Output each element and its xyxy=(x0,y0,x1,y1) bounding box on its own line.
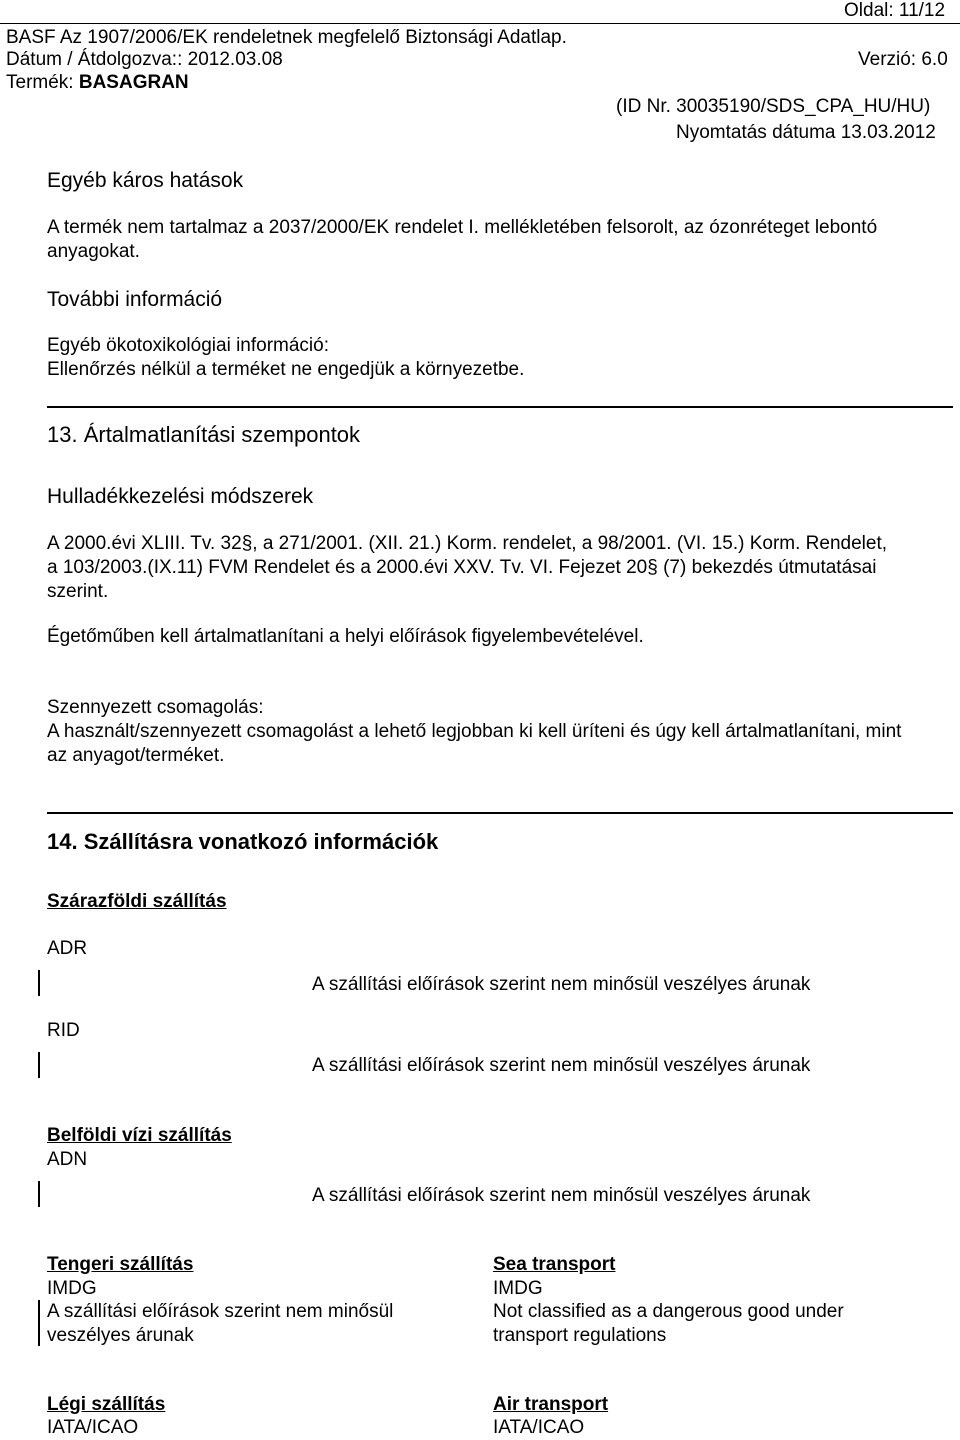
waste-methods-heading: Hulladékkezelési módszerek xyxy=(47,485,314,508)
imdg-hu-label: IMDG xyxy=(47,1278,97,1299)
law-text-line2: a 103/2003.(IX.11) FVM Rendelet és a 2000.évi XXV. Tv. VI. Fejezet 20§ (7) bekezdés útmutatásai xyxy=(47,557,877,578)
header-rule xyxy=(0,23,960,24)
change-bar xyxy=(38,1052,40,1078)
section-13-heading: 13. Ártalmatlanítási szempontok xyxy=(47,422,361,447)
product-name: BASAGRAN xyxy=(78,72,189,93)
air-transport-hu-heading: Légi szállítás xyxy=(47,1394,166,1415)
adn-text: A szállítási előírások szerint nem minősül veszélyes árunak xyxy=(312,1185,811,1206)
law-text-line3: szerint. xyxy=(47,581,109,602)
document-id: (ID Nr. 30035190/SDS_CPA_HU/HU) xyxy=(616,96,931,117)
document-title: BASF Az 1907/2006/EK rendeletnek megfelelő Biztonsági Adatlap. xyxy=(6,27,567,48)
sea-transport-en-heading: Sea transport xyxy=(493,1254,616,1275)
change-bar xyxy=(38,970,40,996)
ozone-text-line1: A termék nem tartalmaz a 2037/2000/EK rendelet I. mellékletében felsorolt, az ózonréteget lebontó xyxy=(47,217,878,238)
revision-date: Dátum / Átdolgozva:: 2012.03.08 xyxy=(6,49,283,70)
contaminated-packaging-label: Szennyezett csomagolás: xyxy=(47,697,264,718)
rid-label: RID xyxy=(47,1020,80,1041)
section-14-heading: 14. Szállításra vonatkozó információk xyxy=(47,829,439,854)
other-effects-heading: Egyéb káros hatások xyxy=(47,169,244,192)
adn-label: ADN xyxy=(47,1149,88,1170)
product-line xyxy=(6,72,189,94)
land-transport-heading: Szárazföldi szállítás xyxy=(47,891,227,912)
further-info-heading: További információ xyxy=(47,288,223,311)
sea-hu-text-line1: A szállítási előírások szerint nem minősül xyxy=(47,1301,394,1322)
iata-en-label: IATA/ICAO xyxy=(493,1417,585,1438)
sea-en-text-line2: transport regulations xyxy=(493,1325,667,1346)
adr-label: ADR xyxy=(47,938,88,959)
iata-hu-label: IATA/ICAO xyxy=(47,1417,139,1438)
version: Verzió: 6.0 xyxy=(858,49,948,70)
rid-text: A szállítási előírások szerint nem minősül veszélyes árunak xyxy=(312,1055,811,1076)
change-bar xyxy=(38,1181,40,1207)
eco-info-text: Ellenőrzés nélkül a terméket ne engedjük a környezetbe. xyxy=(47,359,525,380)
page-number: Oldal: 11/12 xyxy=(844,0,946,21)
law-text-line1: A 2000.évi XLIII. Tv. 32§, a 271/2001. (XII. 21.) Korm. rendelet, a 98/2001. (VI. 15.) Korm. Rendelet, xyxy=(47,533,887,554)
adr-text: A szállítási előírások szerint nem minősül veszélyes árunak xyxy=(312,974,811,995)
imdg-en-label: IMDG xyxy=(493,1278,543,1299)
packaging-text-line1: A használt/szennyezett csomagolást a lehető legjobban ki kell üríteni és úgy kell ártalmatlanítani, mint xyxy=(47,721,902,742)
incineration-text: Égetőműben kell ártalmatlanítani a helyi előírások figyelembevételével. xyxy=(47,626,644,647)
sea-en-text-line1: Not classified as a dangerous good under xyxy=(493,1301,844,1322)
sea-hu-text-line2: veszélyes árunak xyxy=(47,1325,194,1346)
sea-transport-hu-heading: Tengeri szállítás xyxy=(47,1254,194,1275)
section-14-rule xyxy=(47,812,953,814)
print-date: Nyomtatás dátuma 13.03.2012 xyxy=(676,122,936,143)
ozone-text-line2: anyagokat. xyxy=(47,241,140,262)
change-bar xyxy=(38,1300,40,1346)
packaging-text-line2: az anyagot/terméket. xyxy=(47,745,225,766)
product-label: Termék: xyxy=(6,72,79,93)
inland-waterway-heading: Belföldi vízi szállítás xyxy=(47,1125,232,1146)
section-13-rule xyxy=(47,406,953,408)
air-transport-en-heading: Air transport xyxy=(493,1394,609,1415)
eco-info-label: Egyéb ökotoxikológiai információ: xyxy=(47,335,329,356)
